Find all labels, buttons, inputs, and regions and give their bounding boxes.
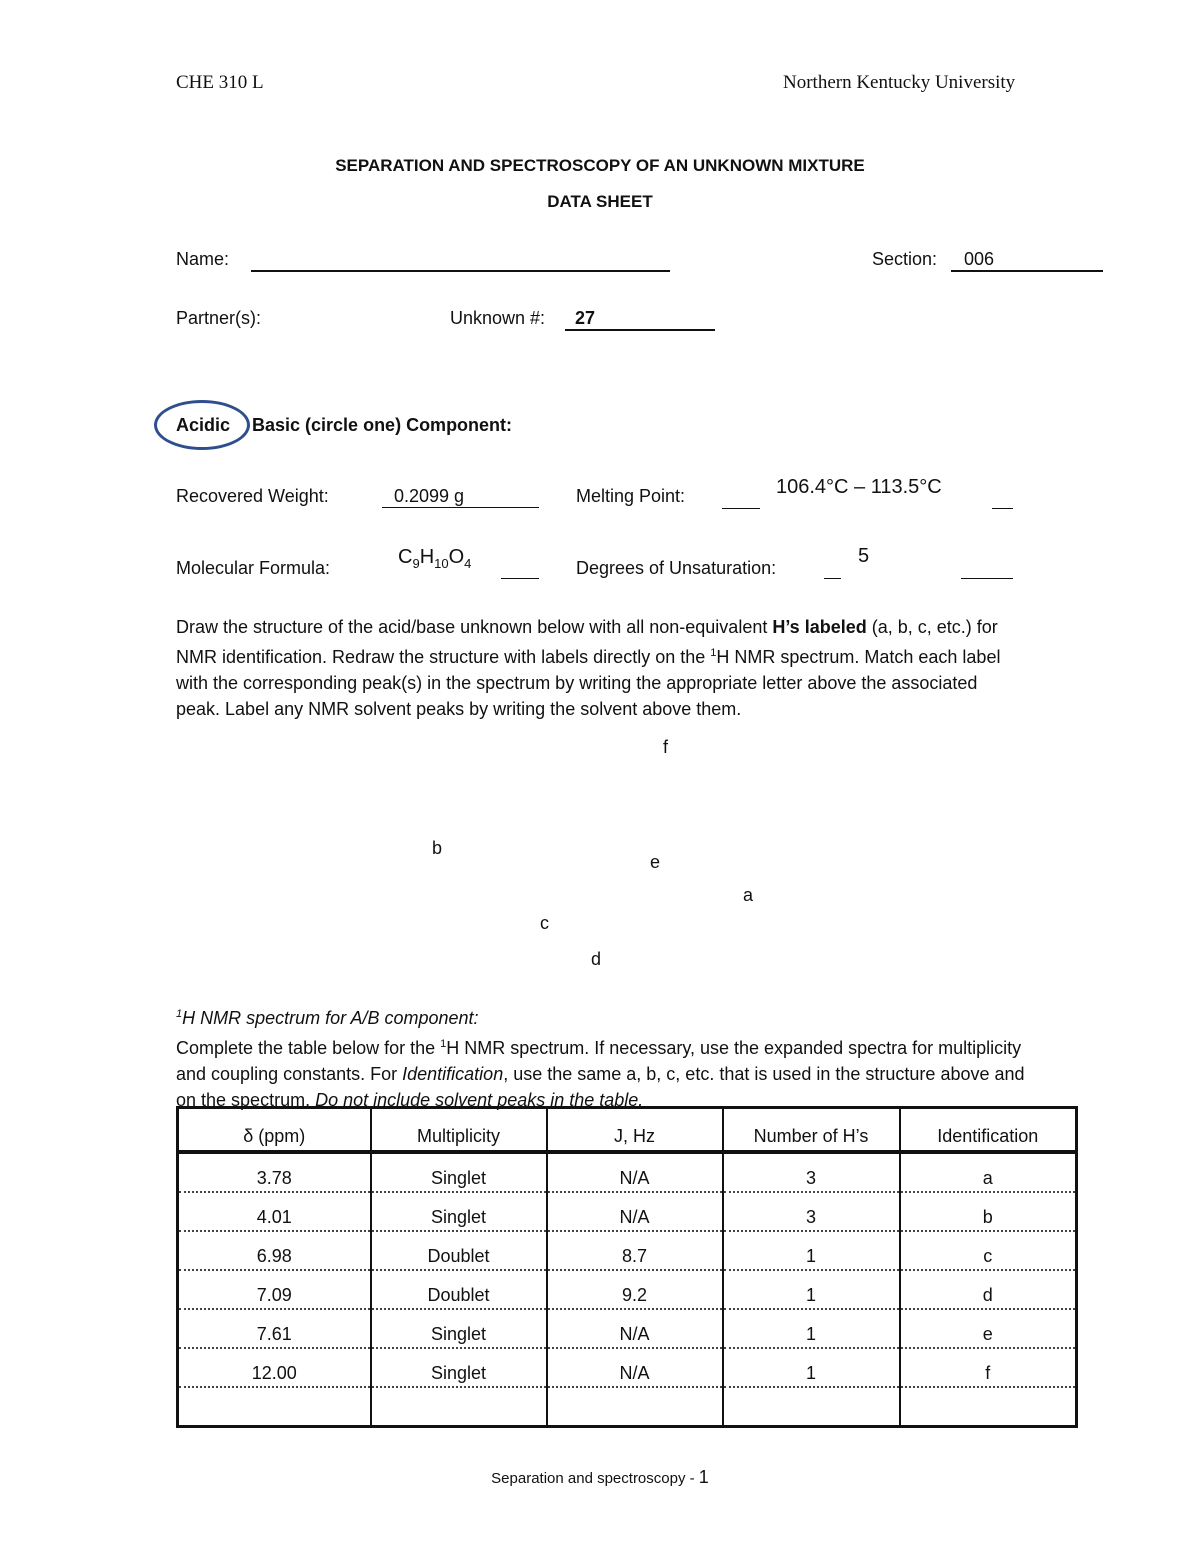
- cell-shift[interactable]: 6.98: [178, 1231, 371, 1270]
- cell-multiplicity[interactable]: Singlet: [371, 1348, 547, 1387]
- table-row: [178, 1152, 1077, 1192]
- cell-multiplicity[interactable]: Doublet: [371, 1270, 547, 1309]
- cell-identification[interactable]: b: [900, 1192, 1077, 1231]
- header-shift: δ (ppm): [178, 1108, 371, 1153]
- cell-coupling[interactable]: 9.2: [547, 1270, 723, 1309]
- cell-coupling[interactable]: N/A: [547, 1152, 723, 1192]
- cell-number-of-h[interactable]: 3: [723, 1192, 900, 1231]
- dou-value[interactable]: 5: [858, 545, 870, 567]
- table-row-empty: [178, 1387, 1077, 1427]
- unknown-field[interactable]: [565, 307, 715, 331]
- cell-number-of-h[interactable]: 1: [723, 1348, 900, 1387]
- page-footer: [0, 1467, 1200, 1488]
- melting-point-label: Melting Point:: [576, 486, 686, 506]
- cell-shift[interactable]: 7.09: [178, 1270, 371, 1309]
- unknown-value: 27: [575, 308, 596, 328]
- instructions: Draw the structure of the acid/base unknown below with all non-equivalent H’s labeled (a, b, c, etc.) for NMR identification. Redraw the structure with labels directly on the $^1$H NMR spectrum. Match each label with the corresponding peak(s) in the spectrum by writing the appropriate letter above the associated peak. Label any NMR solvent peaks by writing the solvent above them.: [176, 617, 1001, 719]
- label-c: c: [540, 913, 549, 933]
- cell-number-of-h[interactable]: 3: [723, 1152, 900, 1192]
- table-row: [178, 1192, 1077, 1231]
- name-field[interactable]: [251, 250, 670, 272]
- cell-shift[interactable]: 3.78: [178, 1152, 371, 1192]
- page-subtitle: DATA SHEET: [547, 192, 653, 211]
- label-f: f: [663, 737, 669, 757]
- unknown-label: Unknown #:: [450, 308, 546, 328]
- melting-point-blank-right: [992, 490, 1013, 509]
- table-row: [178, 1270, 1077, 1309]
- formula-blank: [501, 560, 539, 579]
- acidic-option[interactable]: Acidic: [176, 415, 231, 435]
- table-row: [178, 1231, 1077, 1270]
- cell-multiplicity[interactable]: [371, 1387, 547, 1427]
- cell-multiplicity[interactable]: Singlet: [371, 1192, 547, 1231]
- cell-identification[interactable]: e: [900, 1309, 1077, 1348]
- cell-multiplicity[interactable]: Doublet: [371, 1231, 547, 1270]
- cell-coupling[interactable]: N/A: [547, 1348, 723, 1387]
- recovered-weight-label: Recovered Weight:: [176, 486, 329, 506]
- table-header-row: [178, 1108, 1077, 1153]
- section-label: Section:: [872, 249, 938, 269]
- cell-identification[interactable]: a: [900, 1152, 1077, 1192]
- cell-identification[interactable]: f: [900, 1348, 1077, 1387]
- label-a: a: [743, 885, 754, 905]
- university-name: Northern Kentucky University: [783, 72, 1016, 93]
- dou-blank-left: [824, 560, 841, 579]
- cell-identification[interactable]: [900, 1387, 1077, 1427]
- cell-identification[interactable]: d: [900, 1270, 1077, 1309]
- header-number-of-h: Number of H’s: [723, 1108, 900, 1153]
- page-title: SEPARATION AND SPECTROSCOPY OF AN UNKNOWN MIXTURE: [335, 156, 865, 175]
- cell-coupling[interactable]: N/A: [547, 1192, 723, 1231]
- label-d: d: [591, 949, 602, 969]
- cell-multiplicity[interactable]: Singlet: [371, 1152, 547, 1192]
- section-value: 006: [964, 249, 995, 269]
- recovered-weight-value: 0.2099 g: [394, 486, 465, 506]
- cell-number-of-h[interactable]: [723, 1387, 900, 1427]
- cell-number-of-h[interactable]: 1: [723, 1231, 900, 1270]
- nmr-heading: $^1$H NMR spectrum for A/B component:: [176, 1008, 479, 1028]
- cell-coupling[interactable]: [547, 1387, 723, 1427]
- recovered-weight-field[interactable]: [382, 485, 539, 508]
- name-label: Name:: [176, 249, 230, 269]
- molecular-formula-value[interactable]: $C_9H_{10}O_4$: [398, 546, 472, 571]
- table-row: [178, 1348, 1077, 1387]
- melting-point-blank-left: [722, 490, 760, 509]
- cell-shift[interactable]: 12.00: [178, 1348, 371, 1387]
- cell-coupling[interactable]: N/A: [547, 1309, 723, 1348]
- nmr-table: [176, 1106, 1078, 1428]
- label-b: b: [432, 838, 443, 858]
- nmr-instructions: Complete the table below for the $^1$H NMR spectrum. If necessary, use the expanded spectra for multiplicity and coupling constants. For Identification, use the same a, b, c, etc. that is used in the structure above and on the spectrum. Do not include solvent peaks in the table.: [176, 1038, 1025, 1110]
- cell-shift[interactable]: 4.01: [178, 1192, 371, 1231]
- cell-number-of-h[interactable]: 1: [723, 1270, 900, 1309]
- component-heading: Basic (circle one) Component:: [252, 415, 513, 435]
- cell-number-of-h[interactable]: 1: [723, 1309, 900, 1348]
- melting-point-value[interactable]: 106.4°C – 113.5°C: [776, 476, 942, 498]
- nmr-section: [176, 1001, 1026, 1113]
- partners-label: Partner(s):: [176, 308, 262, 328]
- dou-blank-right: [961, 560, 1013, 579]
- header-coupling: J, Hz: [547, 1108, 723, 1153]
- table-row: [178, 1309, 1077, 1348]
- cell-identification[interactable]: c: [900, 1231, 1077, 1270]
- header-identification: Identification: [900, 1108, 1077, 1153]
- cell-shift[interactable]: 7.61: [178, 1309, 371, 1348]
- section-field[interactable]: [951, 248, 1103, 272]
- molecular-formula-label: Molecular Formula:: [176, 558, 331, 578]
- footer-text: Separation and spectroscopy -: [491, 1470, 699, 1487]
- page-number: 1: [698, 1467, 709, 1487]
- label-e: e: [650, 852, 661, 872]
- dou-label: Degrees of Unsaturation:: [576, 558, 777, 578]
- cell-coupling[interactable]: 8.7: [547, 1231, 723, 1270]
- header-multiplicity: Multiplicity: [371, 1108, 547, 1153]
- cell-multiplicity[interactable]: Singlet: [371, 1309, 547, 1348]
- cell-shift[interactable]: [178, 1387, 371, 1427]
- course-code: CHE 310 L: [176, 72, 264, 93]
